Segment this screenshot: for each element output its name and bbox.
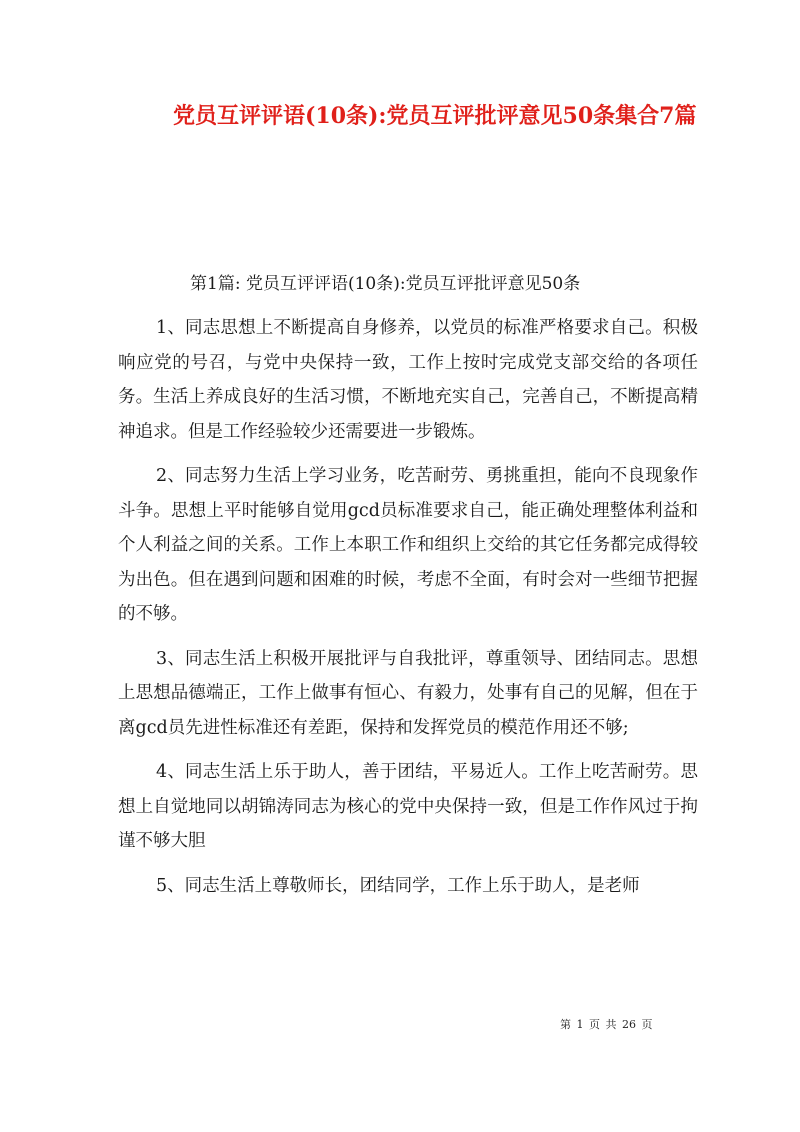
paragraph-3: 3、同志生活上积极开展批评与自我批评，尊重领导、团结同志。思想上思想品德端正，工作上做事有恒心、有毅力，处事有自己的见解，但在于离gcd员先进性标准还有差距，保持和发挥党员的模范作用还不够; [118, 648, 698, 738]
paragraph-5: 5、同志生活上尊敬师长，团结同学，工作上乐于助人，是老师 [156, 875, 640, 896]
document-body [118, 311, 698, 913]
paragraph-4: 4、同志生活上乐于助人，善于团结，平易近人。工作上吃苦耐劳。思想上自觉地同以胡锦涛同志为核心的党中央保持一致，但是工作作风过于拘谨不够大胆 [118, 762, 698, 851]
page-footer: 第 1 页 共 26 页 [560, 1018, 653, 1031]
section-heading: 第1篇: 党员互评评语(10条):党员互评批评意见50条 [190, 274, 581, 294]
paragraph-2: 2、同志努力生活上学习业务，吃苦耐劳、勇挑重担，能向不良现象作斗争。思想上平时能够自觉用gcd员标准要求自己，能正确处理整体利益和个人利益之间的关系。工作上本职工作和组织上交给的其它任务都完成得较为出色。但在遇到问题和困难的时候，考虑不全面，有时会对一些细节把握的不够。 [118, 466, 698, 624]
document-title: 党员互评评语(10条):党员互评批评意见50条集合7篇 [173, 103, 697, 129]
paragraph-1: 1、同志思想上不断提高自身修养，以党员的标准严格要求自己。积极响应党的号召，与党中央保持一致，工作上按时完成党支部交给的各项任务。生活上养成良好的生活习惯，不断地充实自己，完善自己，不断提高精神追求。但是工作经验较少还需要进一步锻炼。 [118, 318, 698, 442]
